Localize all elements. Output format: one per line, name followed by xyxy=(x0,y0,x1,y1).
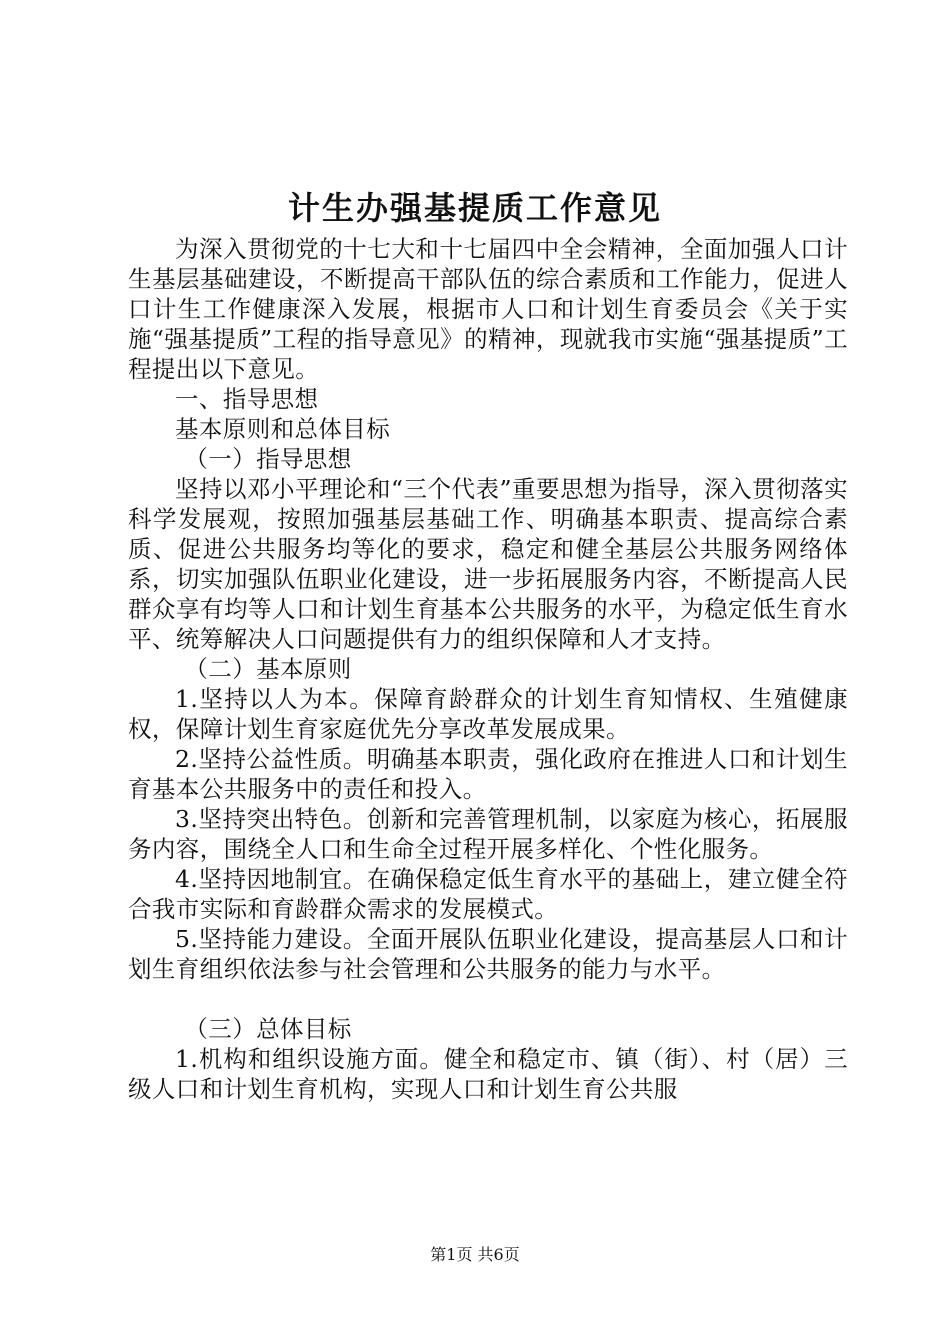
document-body xyxy=(128,234,848,1104)
intro-paragraph: 为深入贯彻党的十七大和十七届四中全会精神，全面加强人口计生基层基础建设，不断提高干部队伍的综合素质和工作能力，促进人口计生工作健康深入发展，根据市人口和计划生育委员会《关于实施“强基提质”工程的指导意见》的精神，现就我市实施“强基提质”工程提出以下意见。 xyxy=(128,235,848,383)
principle-item-1: 1.坚持以人为本。保障育龄群众的计划生育知情权、生殖健康权，保障计划生育家庭优先分享改革发展成果。 xyxy=(128,685,848,743)
document-title: 计生办强基提质工作意见 xyxy=(287,189,662,227)
principle-item-4: 4.坚持因地制宜。在确保稳定低生育水平的基础上，建立健全符合我市实际和育龄群众需求的发展模式。 xyxy=(128,865,848,923)
subsection-heading-basic-principles: （二）基本原则 xyxy=(184,655,352,683)
subsection-heading-guiding-thought: （一）指导思想 xyxy=(184,445,352,473)
goal-item-1: 1.机构和组织设施方面。健全和稳定市、镇（街）、村（居）三级人口和计划生育机构，实现人口和计划生育公共服 xyxy=(128,1045,848,1103)
principle-item-3: 3.坚持突出特色。创新和完善管理机制，以家庭为核心，拓展服务内容，围绕全人口和生命全过程开展多样化、个性化服务。 xyxy=(128,805,848,863)
guiding-thought-paragraph: 坚持以邓小平理论和“三个代表”重要思想为指导，深入贯彻落实科学发展观，按照加强基层基础工作、明确基本职责、提高综合素质、促进公共服务均等化的要求，稳定和健全基层公共服务网络体系，切实加强队伍职业化建设，进一步拓展服务内容，不断提高人民群众享有均等人口和计划生育基本公共服务的水平，为稳定低生育水平、统筹解决人口问题提供有力的组织保障和人才支持。 xyxy=(128,475,848,653)
principle-item-5: 5.坚持能力建设。全面开展队伍职业化建设，提高基层人口和计划生育组织依法参与社会管理和公共服务的能力与水平。 xyxy=(128,925,848,983)
section-subheading-principles-goals: 基本原则和总体目标 xyxy=(175,415,391,443)
section-heading-guiding-thought: 一、指导思想 xyxy=(175,385,319,413)
principle-item-2: 2.坚持公益性质。明确基本职责，强化政府在推进人口和计划生育基本公共服务中的责任和投入。 xyxy=(128,745,848,803)
subsection-heading-overall-goals: （三）总体目标 xyxy=(184,1015,352,1043)
page-number-footer: 第1页 共6页 xyxy=(430,1245,520,1264)
